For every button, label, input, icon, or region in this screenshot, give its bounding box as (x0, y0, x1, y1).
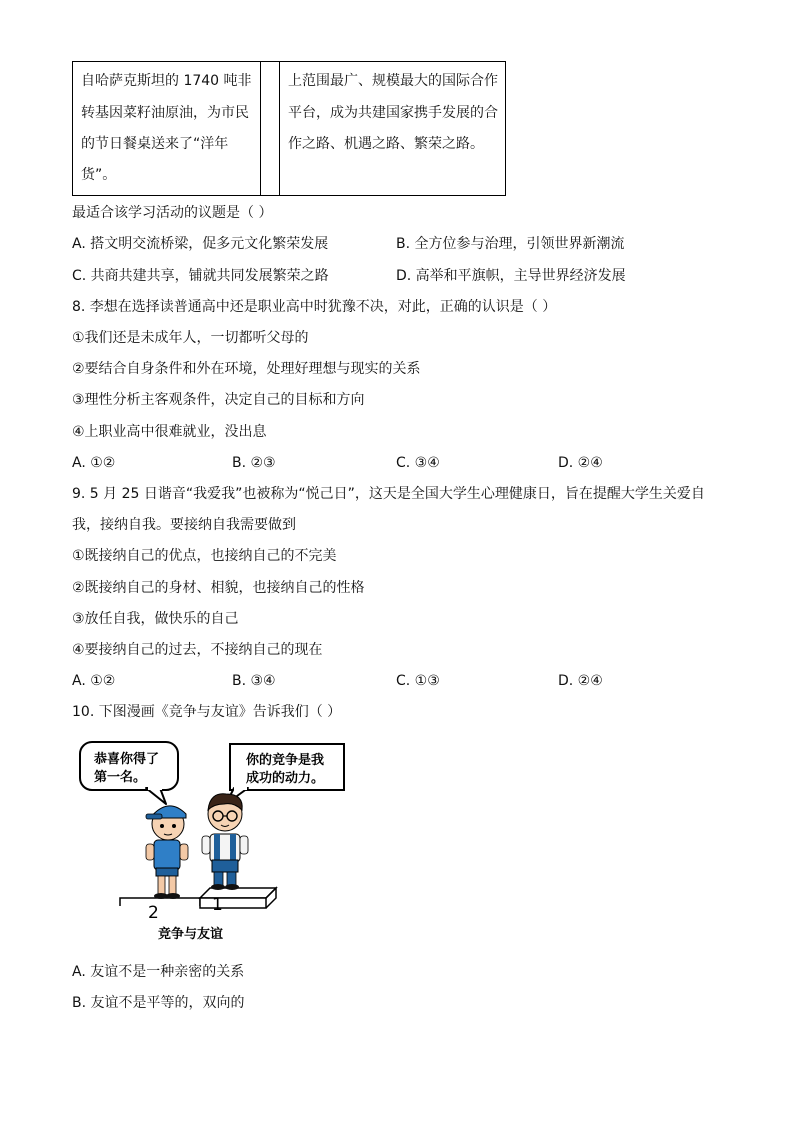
q7-option-d[interactable]: D. 高举和平旗帜，主导世界经济发展 (396, 268, 626, 284)
q8-option-a[interactable]: A. ①② (72, 455, 116, 471)
q8-stem: 8. 李想在选择读普通高中还是职业高中时犹豫不决，对此，正确的认识是（ ） (72, 299, 557, 315)
q9-option-b[interactable]: B. ③④ (232, 673, 276, 689)
comic-caption: 竞争与友谊 (158, 927, 224, 942)
q7-option-a[interactable]: A. 搭文明交流桥梁，促多元文化繁荣发展 (72, 236, 329, 252)
bubble-left-line2: 第一名。 (94, 770, 147, 785)
table-right-line: 平台，成为共建国家携手发展的合 (288, 105, 498, 121)
table-left-line: 转基因菜籽油原油，为市民 (81, 105, 249, 121)
q9-stem-line1: 9. 5 月 25 日谐音“我爱我”也被称为“悦己日”，这天是全国大学生心理健康日，旨在提醒大学生关爱自 (72, 486, 705, 502)
q9-stem-line2: 我，接纳自我。要接纳自我需要做到 (72, 517, 296, 533)
podium-number-1: 1 (212, 895, 223, 915)
q8-option-c[interactable]: C. ③④ (396, 455, 440, 471)
q8-item-3: ③理性分析主客观条件，决定自己的目标和方向 (72, 392, 365, 408)
q9-option-c[interactable]: C. ①③ (396, 673, 440, 689)
q9-item-4: ④要接纳自己的过去，不接纳自己的现在 (72, 642, 323, 658)
speech-bubble-right (226, 744, 344, 804)
q8-item-4: ④上职业高中很难就业，没出息 (72, 424, 267, 440)
comic-image (76, 738, 356, 948)
table-right-line: 作之路、机遇之路、繁荣之路。 (288, 136, 484, 152)
table-left-line: 的节日餐桌送来了“洋年 (81, 136, 229, 152)
q9-option-d[interactable]: D. ②④ (558, 673, 603, 689)
table-left-line: 货”。 (81, 167, 117, 183)
table-cell-right (280, 62, 505, 195)
q9-item-2: ②既接纳自己的身材、相貌，也接纳自己的性格 (72, 580, 365, 596)
q8-option-d[interactable]: D. ②④ (558, 455, 603, 471)
q7-option-b[interactable]: B. 全方位参与治理，引领世界新潮流 (396, 236, 625, 252)
boy-with-glasses-figure (202, 794, 248, 890)
table-right-line: 上范围最广、规模最大的国际合作 (288, 73, 498, 89)
podium (120, 888, 276, 923)
table-cell-left (73, 62, 261, 195)
q10-option-b[interactable]: B. 友谊不是平等的，双向的 (72, 995, 245, 1011)
q8-option-b[interactable]: B. ②③ (232, 455, 276, 471)
q7-stem: 最适合该学习活动的议题是（ ） (72, 205, 273, 221)
q7-option-c[interactable]: C. 共商共建共享，铺就共同发展繁荣之路 (72, 268, 329, 284)
table-cell-middle (261, 62, 280, 195)
speech-bubble-left (80, 742, 178, 804)
table-left-line: 自哈萨克斯坦的 1740 吨非 (81, 73, 252, 89)
q10-stem: 10. 下图漫画《竞争与友谊》告诉我们（ ） (72, 704, 342, 720)
boy-with-cap-figure (146, 806, 188, 899)
q8-item-2: ②要结合自身条件和外在环境，处理好理想与现实的关系 (72, 361, 421, 377)
q10-option-a[interactable]: A. 友谊不是一种亲密的关系 (72, 964, 245, 980)
q8-item-1: ①我们还是未成年人，一切都听父母的 (72, 330, 309, 346)
bubble-left-line1: 恭喜你得了 (94, 752, 160, 767)
q9-item-3: ③放任自我，做快乐的自己 (72, 611, 239, 627)
info-table (72, 61, 506, 196)
bubble-right-line2: 成功的动力。 (246, 771, 325, 786)
podium-number-2: 2 (148, 903, 159, 923)
q9-item-1: ①既接纳自己的优点，也接纳自己的不完美 (72, 548, 337, 564)
bubble-right-line1: 你的竞争是我 (246, 753, 325, 768)
q9-option-a[interactable]: A. ①② (72, 673, 116, 689)
